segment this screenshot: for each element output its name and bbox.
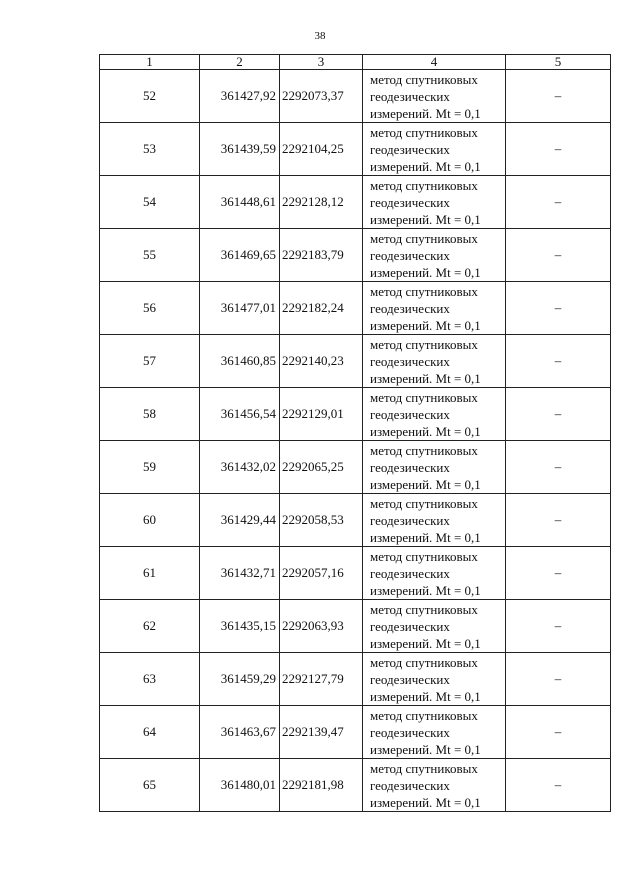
method-line: геодезических [370,724,450,740]
method-line: измерений. Mt = 0,1 [370,635,481,651]
method-line: геодезических [370,671,450,687]
method-line: измерений. Mt = 0,1 [370,476,481,492]
note-cell: – [506,388,611,441]
method-line: метод спутниковых [370,71,478,87]
method-line: метод спутниковых [370,389,478,405]
method-line: измерений. Mt = 0,1 [370,370,481,386]
x-coordinate-cell: 361456,54 [200,388,280,441]
method-line: геодезических [370,777,450,793]
point-number-cell: 58 [100,388,200,441]
table-row [100,123,611,176]
method-line: метод спутниковых [370,707,478,723]
method-cell [363,282,506,335]
method-line: геодезических [370,247,450,263]
method-line: геодезических [370,194,450,210]
method-line: метод спутниковых [370,442,478,458]
method-line: метод спутниковых [370,495,478,511]
method-cell [363,600,506,653]
method-line: метод спутниковых [370,177,478,193]
table-row [100,282,611,335]
method-line: метод спутниковых [370,230,478,246]
note-cell: – [506,70,611,123]
y-coordinate-cell: 2292181,98 [280,759,363,812]
column-header-5: 5 [506,55,611,70]
note-cell: – [506,441,611,494]
y-coordinate-cell: 2292127,79 [280,653,363,706]
x-coordinate-cell: 361432,02 [200,441,280,494]
note-cell: – [506,176,611,229]
page-number: 38 [314,30,326,42]
table-row [100,547,611,600]
x-coordinate-cell: 361477,01 [200,282,280,335]
table-row [100,176,611,229]
y-coordinate-cell: 2292140,23 [280,335,363,388]
table-row [100,70,611,123]
table-row [100,706,611,759]
method-cell [363,653,506,706]
table-row [100,494,611,547]
table-body [100,70,611,812]
y-coordinate-cell: 2292128,12 [280,176,363,229]
point-number-cell: 65 [100,759,200,812]
column-header-3: 3 [280,55,363,70]
x-coordinate-cell: 361429,44 [200,494,280,547]
point-number-cell: 54 [100,176,200,229]
table-header-row [100,55,611,70]
table-row [100,335,611,388]
point-number-cell: 52 [100,70,200,123]
method-line: геодезических [370,88,450,104]
note-cell: – [506,123,611,176]
method-line: измерений. Mt = 0,1 [370,529,481,545]
method-line: измерений. Mt = 0,1 [370,794,481,810]
x-coordinate-cell: 361427,92 [200,70,280,123]
method-line: геодезических [370,512,450,528]
method-line: метод спутниковых [370,654,478,670]
method-line: метод спутниковых [370,760,478,776]
method-line: измерений. Mt = 0,1 [370,741,481,757]
point-number-cell: 61 [100,547,200,600]
method-line: метод спутниковых [370,283,478,299]
table-row [100,441,611,494]
x-coordinate-cell: 361448,61 [200,176,280,229]
method-cell [363,176,506,229]
method-line: геодезических [370,565,450,581]
y-coordinate-cell: 2292139,47 [280,706,363,759]
y-coordinate-cell: 2292073,37 [280,70,363,123]
method-line: геодезических [370,300,450,316]
y-coordinate-cell: 2292104,25 [280,123,363,176]
method-cell [363,494,506,547]
method-cell [363,70,506,123]
x-coordinate-cell: 361463,67 [200,706,280,759]
y-coordinate-cell: 2292058,53 [280,494,363,547]
method-cell [363,441,506,494]
table-header [100,55,611,70]
x-coordinate-cell: 361460,85 [200,335,280,388]
x-coordinate-cell: 361435,15 [200,600,280,653]
y-coordinate-cell: 2292057,16 [280,547,363,600]
method-line: геодезических [370,141,450,157]
point-number-cell: 62 [100,600,200,653]
note-cell: – [506,547,611,600]
x-coordinate-cell: 361432,71 [200,547,280,600]
point-number-cell: 63 [100,653,200,706]
method-cell [363,229,506,282]
method-line: геодезических [370,406,450,422]
method-line: измерений. Mt = 0,1 [370,688,481,704]
y-coordinate-cell: 2292063,93 [280,600,363,653]
point-number-cell: 53 [100,123,200,176]
table-row [100,600,611,653]
coordinates-table [99,54,611,812]
method-cell [363,759,506,812]
point-number-cell: 64 [100,706,200,759]
column-header-2: 2 [200,55,280,70]
method-line: геодезических [370,459,450,475]
method-line: метод спутниковых [370,601,478,617]
method-line: метод спутниковых [370,548,478,564]
method-line: измерений. Mt = 0,1 [370,264,481,280]
y-coordinate-cell: 2292182,24 [280,282,363,335]
column-header-1: 1 [100,55,200,70]
method-cell [363,123,506,176]
table-row [100,229,611,282]
column-header-4: 4 [363,55,506,70]
point-number-cell: 57 [100,335,200,388]
method-line: метод спутниковых [370,336,478,352]
method-line: измерений. Mt = 0,1 [370,211,481,227]
x-coordinate-cell: 361459,29 [200,653,280,706]
note-cell: – [506,282,611,335]
note-cell: – [506,229,611,282]
point-number-cell: 55 [100,229,200,282]
y-coordinate-cell: 2292183,79 [280,229,363,282]
method-line: измерений. Mt = 0,1 [370,423,481,439]
x-coordinate-cell: 361469,65 [200,229,280,282]
method-cell [363,335,506,388]
method-line: измерений. Mt = 0,1 [370,158,481,174]
method-line: измерений. Mt = 0,1 [370,317,481,333]
method-line: метод спутниковых [370,124,478,140]
method-line: геодезических [370,618,450,634]
x-coordinate-cell: 361439,59 [200,123,280,176]
method-line: геодезических [370,353,450,369]
method-cell [363,706,506,759]
table-row [100,388,611,441]
table-row [100,653,611,706]
note-cell: – [506,706,611,759]
method-cell [363,547,506,600]
method-line: измерений. Mt = 0,1 [370,582,481,598]
note-cell: – [506,653,611,706]
x-coordinate-cell: 361480,01 [200,759,280,812]
note-cell: – [506,759,611,812]
method-line: измерений. Mt = 0,1 [370,105,481,121]
point-number-cell: 60 [100,494,200,547]
y-coordinate-cell: 2292129,01 [280,388,363,441]
point-number-cell: 56 [100,282,200,335]
note-cell: – [506,335,611,388]
point-number-cell: 59 [100,441,200,494]
table-row [100,759,611,812]
note-cell: – [506,494,611,547]
method-cell [363,388,506,441]
note-cell: – [506,600,611,653]
y-coordinate-cell: 2292065,25 [280,441,363,494]
